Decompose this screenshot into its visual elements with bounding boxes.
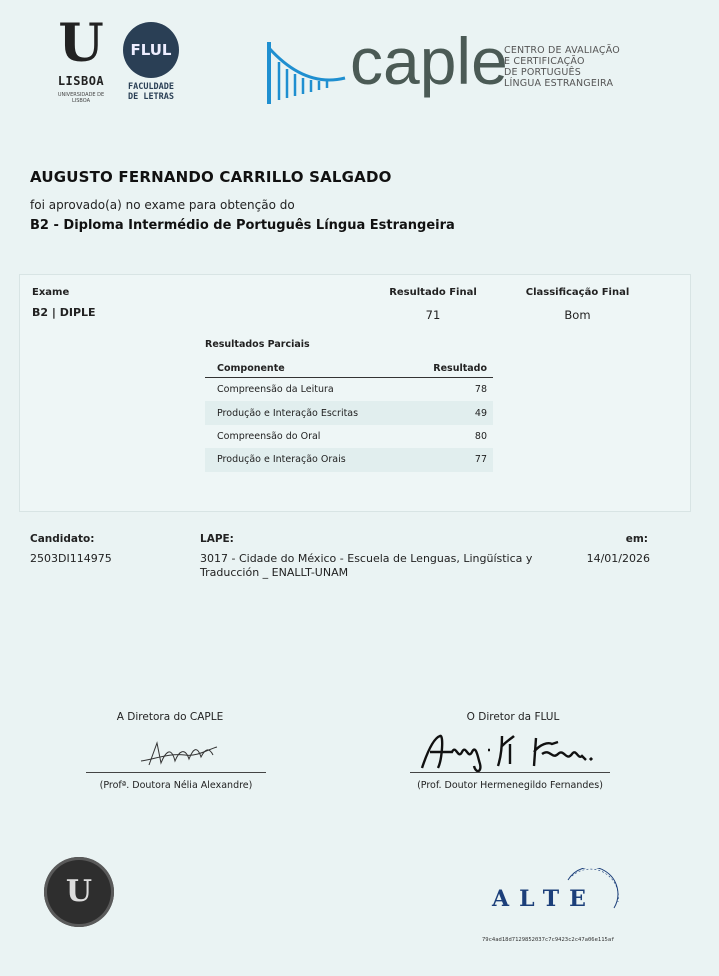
candidate-label: Candidato:: [30, 533, 95, 545]
alte-logo: ALTE: [492, 886, 596, 912]
table-row: [205, 425, 493, 448]
ulisboa-city: LISBOA: [57, 74, 105, 88]
flul-logo: [120, 22, 182, 102]
flul-acronym: FLUL: [123, 22, 179, 78]
column-header-result: Resultado: [405, 360, 493, 378]
partial-results-title: Resultados Parciais: [205, 339, 310, 350]
date-label: em:: [625, 533, 648, 545]
result-cell: 77: [405, 448, 493, 471]
ulisboa-subtitle: UNIVERSIDADE DE LISBOA: [57, 92, 105, 104]
left-signature-line: [86, 772, 266, 773]
date-value: 14/01/2026: [586, 552, 650, 565]
table-header-row: [205, 360, 493, 378]
ulisboa-logo: [56, 13, 106, 104]
lape-label: LAPE:: [200, 533, 234, 545]
flul-name-line1: FACULDADE: [127, 82, 175, 92]
component-cell: Compreensão da Leitura: [217, 384, 334, 396]
final-result-value: 71: [425, 308, 441, 322]
lape-value: 3017 - Cidade do México - Escuela de Lenguas, Lingüística y Traducción _ ENALLT-UNAM: [200, 552, 533, 579]
exam-value: B2 | DIPLE: [32, 306, 96, 319]
left-signatory-name: (Profª. Doutora Nélia Alexandre): [99, 780, 253, 791]
university-seal-icon: [44, 857, 114, 927]
table-row: [205, 378, 493, 402]
candidate-name: AUGUSTO FERNANDO CARRILLO SALGADO: [30, 168, 392, 186]
final-classification-value: Bom: [564, 308, 591, 322]
document-hash: 79c4ad18d7129852037c7c9423c2c47a06e115af: [482, 937, 615, 943]
seal-letter: U: [65, 874, 93, 909]
component-cell: Produção e Interação Escritas: [205, 401, 405, 424]
left-signatory-title: A Diretora do CAPLE: [116, 711, 224, 723]
result-cell: 78: [474, 384, 487, 396]
caple-bridge-icon: [265, 38, 347, 108]
column-header-component: Componente: [205, 360, 405, 378]
final-classification-label: Classificação Final: [525, 287, 630, 298]
caple-wordmark: caple: [350, 24, 508, 98]
candidate-id: 2503DI114975: [30, 552, 112, 565]
final-result-label: Resultado Final: [389, 287, 477, 298]
partial-results-table: [205, 360, 493, 472]
flul-name-line2: DE LETRAS: [127, 92, 175, 102]
caple-subtitle: CENTRO DE AVALIAÇÃO E CERTIFICAÇÃO DE PORTUGUÊS LÍNGUA ESTRANGEIRA: [504, 45, 620, 89]
right-signatory-name: (Prof. Doutor Hermenegildo Fernandes): [417, 780, 603, 791]
right-signatory-title: O Diretor da FLUL: [466, 711, 560, 723]
table-row: [205, 448, 493, 471]
table-row: [205, 401, 493, 424]
component-cell: Compreensão do Oral: [217, 430, 321, 442]
left-signature-icon: [135, 735, 220, 771]
right-signature-icon: [418, 730, 608, 774]
right-signature-line: [410, 772, 610, 773]
diploma-title: B2 - Diploma Intermédio de Português Língua Estrangeira: [30, 218, 455, 233]
component-cell: Produção e Interação Orais: [205, 448, 405, 471]
approved-text: foi aprovado(a) no exame para obtenção do: [30, 198, 295, 212]
ulisboa-letter: U: [58, 13, 104, 74]
result-cell: 80: [474, 430, 487, 442]
exam-label: Exame: [32, 287, 70, 298]
result-cell: 49: [405, 401, 493, 424]
